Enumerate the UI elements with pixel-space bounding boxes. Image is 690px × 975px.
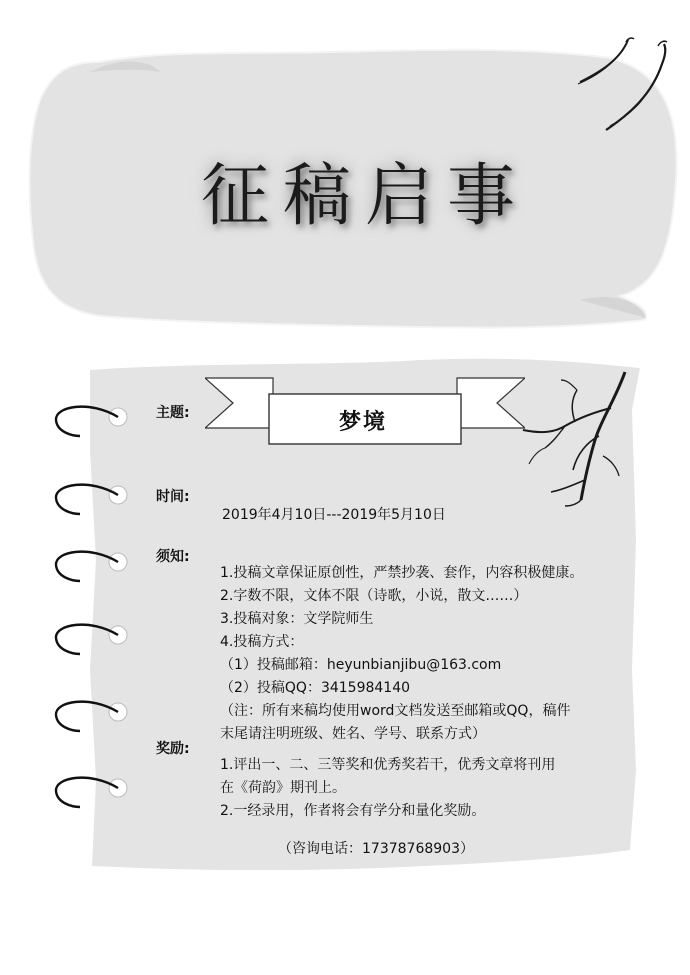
list-item: 1.投稿文章保证原创性，严禁抄袭、套作，内容积极健康。 [220,565,584,581]
ring-icon [56,625,127,654]
contact-phone: （咨询电话：17378768903） [278,841,474,857]
ring-icon [56,778,127,807]
time-value: 2019年4月10日---2019年5月10日 [222,507,446,523]
time-label: 时间: [156,489,190,505]
list-item: 1.评出一、二、三等奖和优秀奖若干，优秀文章将刊用 [220,757,556,773]
list-item: 3.投稿对象：文学院师生 [220,611,374,627]
list-item: 4.投稿方式： [220,634,304,650]
ring-icon [56,702,127,731]
theme-label: 主题: [156,405,190,421]
title-scroll [0,0,690,340]
notebook-sheet [0,340,690,900]
plum-branch-icon [515,360,635,510]
ring-icon [56,485,127,514]
ring-icon [56,552,127,581]
list-item: （注：所有来稿均使用word文档发送至邮箱或QQ，稿件 [220,703,571,719]
list-item: 2.字数不限，文体不限（诗歌，小说，散文……） [220,588,528,604]
list-item: （1）投稿邮箱：heyunbianjibu@163.com [220,657,502,673]
page-title: 征稿启事 [200,156,529,236]
ring-icon [56,407,127,436]
list-item: 2.一经录用，作者将会有学分和量化奖励。 [220,803,486,819]
list-item: 在《荷韵》期刊上。 [220,780,346,796]
notice-label: 须知: [156,549,190,565]
spiral-rings [0,340,150,900]
reward-list [220,754,630,823]
notice-list [220,562,630,746]
theme-banner-text: 梦境 [338,409,387,435]
list-item: （2）投稿QQ：3415984140 [220,680,411,696]
reward-label: 奖励: [156,741,190,757]
list-item: 末尾请注明班级、姓名、学号、联系方式） [220,726,486,742]
branch-decoration-icon [570,36,680,136]
